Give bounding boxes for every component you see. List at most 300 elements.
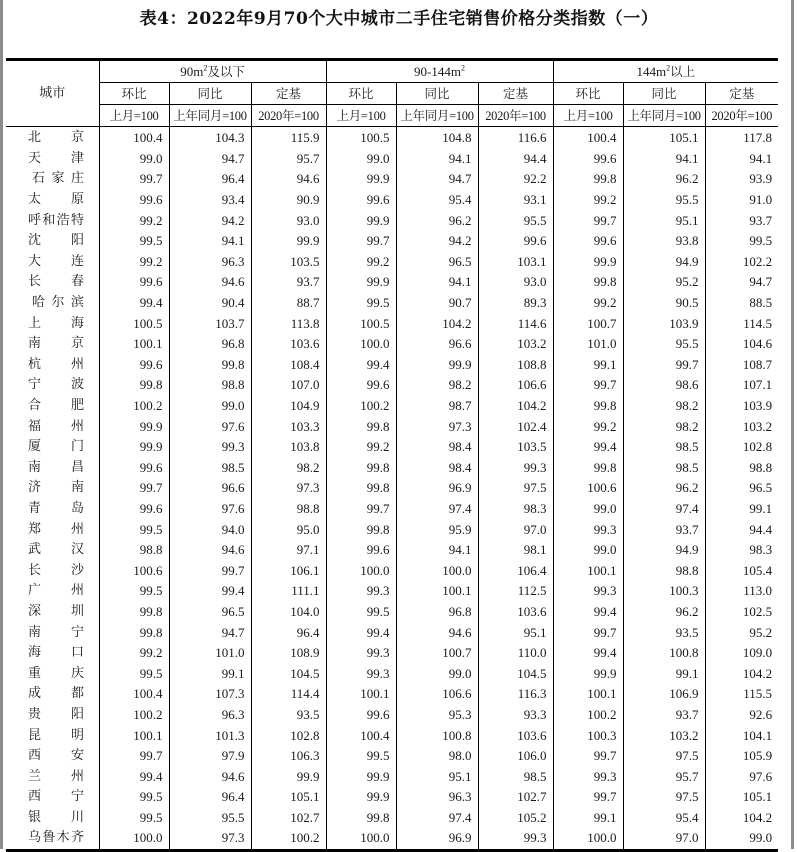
index-value-ring-90-144: 99.5 [326,602,396,623]
table-row [6,808,778,829]
city-char: 肥 [70,398,84,414]
index-value-fixed-base-90-144: 112.5 [478,581,553,602]
city-char: 鲁 [42,830,56,846]
index-value-yoy-under-90: 99.1 [169,663,251,684]
index-value-yoy-90-144: 94.7 [396,169,478,190]
city-name [6,622,99,643]
table-row [6,540,778,561]
city-char: 沙 [70,562,84,578]
index-value-fixed-base-90-144: 103.6 [478,725,553,746]
index-value-yoy-under-90: 93.4 [169,190,251,211]
index-value-yoy-90-144: 96.6 [396,334,478,355]
city-name [6,643,99,664]
city-char: 济 [28,480,42,496]
city-char: 原 [70,192,84,208]
index-value-yoy-90-144: 96.5 [396,252,478,273]
index-value-ring-90-144: 100.1 [326,684,396,705]
index-value-ring-90-144: 99.3 [326,663,396,684]
index-value-yoy-under-90: 96.3 [169,705,251,726]
index-value-fixed-base-under-90: 96.4 [251,622,326,643]
city-char: 圳 [70,603,84,619]
index-value-yoy-under-90: 94.0 [169,519,251,540]
header-row-bases [6,105,778,127]
table-row [6,499,778,520]
city-char: 阳 [70,706,84,722]
index-value-yoy-90-144: 96.3 [396,787,478,808]
table-row [6,355,778,376]
index-value-yoy-under-90: 97.9 [169,746,251,767]
index-value-yoy-over-144: 100.8 [623,643,705,664]
index-value-yoy-90-144: 95.9 [396,519,478,540]
index-value-fixed-base-under-90: 114.4 [251,684,326,705]
header-metric-ring-under-90: 环比 [99,83,169,105]
city-char: 贵 [28,706,42,722]
index-value-ring-90-144: 99.6 [326,190,396,211]
city-char: 兰 [28,768,42,784]
index-value-ring-under-90: 100.2 [99,705,169,726]
index-value-ring-90-144: 100.2 [326,396,396,417]
index-value-yoy-90-144: 98.2 [396,375,478,396]
index-value-fixed-base-under-90: 93.5 [251,705,326,726]
city-name [6,519,99,540]
index-value-fixed-base-under-90: 97.1 [251,540,326,561]
index-value-ring-over-144: 99.2 [553,190,623,211]
city-char: 南 [28,459,42,475]
index-value-fixed-base-under-90: 99.9 [251,766,326,787]
city-name [6,149,99,170]
index-value-ring-under-90: 99.6 [99,190,169,211]
index-value-fixed-base-under-90: 104.0 [251,602,326,623]
index-value-yoy-90-144: 97.4 [396,499,478,520]
index-value-yoy-under-90: 96.5 [169,602,251,623]
index-value-ring-over-144: 100.2 [553,705,623,726]
table-row [6,725,778,746]
index-value-yoy-over-144: 90.5 [623,293,705,314]
header-metric-yoy-over-144: 同比 [623,83,705,105]
city-char: 州 [70,418,84,434]
index-value-fixed-base-over-144: 102.2 [705,252,778,273]
index-value-ring-over-144: 100.1 [553,684,623,705]
table-row [6,396,778,417]
index-value-yoy-90-144: 106.6 [396,684,478,705]
city-char: 岛 [70,500,84,516]
index-value-ring-over-144: 100.7 [553,313,623,334]
city-char: 南 [70,480,84,496]
city-char: 汉 [70,542,84,558]
index-value-yoy-90-144: 98.4 [396,437,478,458]
index-value-fixed-base-over-144: 108.7 [705,355,778,376]
price-index-table [6,58,778,852]
index-value-ring-over-144: 99.8 [553,272,623,293]
index-value-yoy-over-144: 103.2 [623,725,705,746]
table-row [6,560,778,581]
index-value-ring-over-144: 99.7 [553,787,623,808]
city-char: 波 [70,377,84,393]
index-value-fixed-base-90-144: 110.0 [478,643,553,664]
city-char: 杭 [28,356,42,372]
index-value-ring-over-144: 99.8 [553,396,623,417]
city-char: 津 [70,150,84,166]
index-value-yoy-90-144: 100.8 [396,725,478,746]
table-row [6,334,778,355]
city-name [6,231,99,252]
index-value-ring-under-90: 99.2 [99,643,169,664]
index-value-ring-under-90: 99.4 [99,766,169,787]
index-value-yoy-90-144: 98.7 [396,396,478,417]
table-row [6,746,778,767]
index-value-fixed-base-under-90: 93.0 [251,210,326,231]
index-value-yoy-under-90: 96.3 [169,252,251,273]
table-row [6,375,778,396]
index-value-ring-under-90: 100.1 [99,334,169,355]
header-base-yoy-under-90: 上年同月=100 [169,105,251,127]
city-char: 西 [28,789,42,805]
index-value-yoy-over-144: 98.8 [623,560,705,581]
table-row [6,272,778,293]
index-value-yoy-over-144: 98.5 [623,437,705,458]
table-header [6,60,778,127]
index-value-yoy-over-144: 96.2 [623,602,705,623]
index-value-fixed-base-under-90: 102.7 [251,808,326,829]
index-value-yoy-90-144: 90.7 [396,293,478,314]
city-char: 上 [28,315,42,331]
city-char: 青 [28,500,42,516]
index-value-fixed-base-90-144: 103.2 [478,334,553,355]
city-name [6,272,99,293]
city-char: 郑 [28,521,42,537]
index-value-fixed-base-under-90: 100.2 [251,828,326,850]
city-char: 北 [28,130,42,146]
index-value-fixed-base-over-144: 104.2 [705,663,778,684]
index-value-fixed-base-90-144: 114.6 [478,313,553,334]
index-value-ring-90-144: 99.8 [326,416,396,437]
index-value-yoy-under-90: 99.3 [169,437,251,458]
index-value-fixed-base-over-144: 103.9 [705,396,778,417]
index-value-ring-under-90: 99.8 [99,622,169,643]
index-value-yoy-90-144: 96.9 [396,828,478,850]
index-value-fixed-base-90-144: 93.0 [478,272,553,293]
index-value-fixed-base-over-144: 93.7 [705,210,778,231]
index-value-fixed-base-90-144: 103.1 [478,252,553,273]
index-value-ring-under-90: 99.2 [99,252,169,273]
city-char: 春 [70,274,84,290]
city-char: 太 [28,192,42,208]
index-value-ring-over-144: 99.9 [553,252,623,273]
index-value-fixed-base-under-90: 113.8 [251,313,326,334]
index-value-ring-under-90: 100.2 [99,396,169,417]
index-value-yoy-under-90: 107.3 [169,684,251,705]
index-value-ring-under-90: 99.2 [99,210,169,231]
index-value-yoy-under-90: 94.2 [169,210,251,231]
index-value-ring-90-144: 99.8 [326,808,396,829]
table-row [6,210,778,231]
city-name [6,210,99,231]
header-group-over-144: $144m^2$以上 [553,60,778,83]
city-name [6,828,99,850]
table-row [6,787,778,808]
city-char: 宁 [70,624,84,640]
city-char: 天 [28,150,42,166]
city-char: 州 [70,521,84,537]
index-value-fixed-base-under-90: 102.8 [251,725,326,746]
index-value-yoy-90-144: 104.8 [396,127,478,149]
index-value-yoy-over-144: 97.4 [623,499,705,520]
index-value-fixed-base-90-144: 102.7 [478,787,553,808]
index-value-ring-under-90: 99.6 [99,499,169,520]
index-value-ring-under-90: 99.9 [99,437,169,458]
index-value-yoy-over-144: 95.5 [623,190,705,211]
index-value-fixed-base-over-144: 103.2 [705,416,778,437]
index-value-fixed-base-90-144: 99.6 [478,231,553,252]
index-value-ring-90-144: 99.5 [326,746,396,767]
header-base-fixed-base-under-90: 2020年=100 [251,105,326,127]
city-char: 齐 [70,830,84,846]
city-char: 京 [70,336,84,352]
table-row [6,127,778,149]
index-value-fixed-base-over-144: 102.5 [705,602,778,623]
index-value-yoy-under-90: 94.6 [169,540,251,561]
index-value-yoy-over-144: 97.0 [623,828,705,850]
index-value-yoy-over-144: 97.5 [623,787,705,808]
header-group-90-144: $90-144m^2$ [326,60,553,83]
index-value-fixed-base-over-144: 105.4 [705,560,778,581]
index-value-ring-under-90: 99.7 [99,478,169,499]
index-value-yoy-over-144: 94.9 [623,540,705,561]
index-value-ring-under-90: 99.0 [99,149,169,170]
index-value-ring-over-144: 100.4 [553,127,623,149]
index-value-ring-90-144: 100.0 [326,560,396,581]
index-value-fixed-base-90-144: 98.3 [478,499,553,520]
index-value-fixed-base-90-144: 94.4 [478,149,553,170]
table-row [6,622,778,643]
index-value-fixed-base-under-90: 106.3 [251,746,326,767]
table-row [6,643,778,664]
index-value-ring-90-144: 99.9 [326,210,396,231]
index-value-fixed-base-under-90: 108.9 [251,643,326,664]
city-name [6,190,99,211]
index-value-yoy-under-90: 101.0 [169,643,251,664]
table-row [6,416,778,437]
index-value-fixed-base-over-144: 96.5 [705,478,778,499]
index-value-ring-over-144: 99.8 [553,169,623,190]
city-name [6,293,99,314]
city-char: 州 [70,583,84,599]
header-metric-ring-over-144: 环比 [553,83,623,105]
index-value-fixed-base-over-144: 93.9 [705,169,778,190]
index-value-ring-90-144: 99.6 [326,540,396,561]
city-name [6,396,99,417]
index-value-yoy-90-144: 99.0 [396,663,478,684]
header-row-groups [6,60,778,83]
table-row [6,828,778,850]
index-value-fixed-base-90-144: 102.4 [478,416,553,437]
index-value-ring-over-144: 99.4 [553,643,623,664]
table-row [6,684,778,705]
city-name [6,560,99,581]
city-char: 沈 [28,233,42,249]
index-value-ring-over-144: 99.2 [553,416,623,437]
index-value-fixed-base-under-90: 103.6 [251,334,326,355]
index-value-yoy-under-90: 95.5 [169,808,251,829]
index-value-ring-under-90: 99.4 [99,293,169,314]
index-value-ring-under-90: 99.5 [99,581,169,602]
index-value-ring-under-90: 99.5 [99,808,169,829]
city-char: 庄 [70,171,84,187]
city-char: 重 [28,665,42,681]
city-char: 呼 [28,212,42,228]
index-value-fixed-base-90-144: 106.0 [478,746,553,767]
city-char: 都 [70,686,84,702]
index-value-ring-over-144: 99.0 [553,499,623,520]
city-char: 宁 [70,789,84,805]
table-row [6,437,778,458]
city-name [6,808,99,829]
header-city: 城市 [6,60,99,127]
index-value-ring-90-144: 99.3 [326,643,396,664]
index-value-fixed-base-under-90: 95.0 [251,519,326,540]
city-char: 浩 [56,212,70,228]
index-value-ring-over-144: 99.7 [553,210,623,231]
table-row [6,519,778,540]
index-value-fixed-base-90-144: 104.2 [478,396,553,417]
index-value-fixed-base-90-144: 93.1 [478,190,553,211]
index-value-ring-under-90: 100.4 [99,684,169,705]
index-value-fixed-base-under-90: 95.7 [251,149,326,170]
index-value-fixed-base-90-144: 93.3 [478,705,553,726]
city-char: 连 [70,253,84,269]
city-char: 成 [28,686,42,702]
index-value-yoy-90-144: 104.2 [396,313,478,334]
index-value-ring-over-144: 100.1 [553,560,623,581]
city-name [6,663,99,684]
index-value-fixed-base-under-90: 105.1 [251,787,326,808]
index-value-fixed-base-over-144: 113.0 [705,581,778,602]
city-char: 海 [28,645,42,661]
index-value-yoy-90-144: 95.1 [396,766,478,787]
header-base-yoy-90-144: 上年同月=100 [396,105,478,127]
city-name [6,334,99,355]
index-value-fixed-base-under-90: 108.4 [251,355,326,376]
index-value-ring-under-90: 99.7 [99,169,169,190]
index-value-yoy-over-144: 95.2 [623,272,705,293]
index-value-fixed-base-over-144: 109.0 [705,643,778,664]
header-metric-fixed-base-under-90: 定基 [251,83,326,105]
index-value-fixed-base-over-144: 99.0 [705,828,778,850]
index-value-ring-under-90: 100.6 [99,560,169,581]
index-value-fixed-base-under-90: 90.9 [251,190,326,211]
city-char: 广 [28,583,42,599]
city-name [6,602,99,623]
table-row [6,190,778,211]
index-value-ring-90-144: 99.8 [326,519,396,540]
header-metric-yoy-under-90: 同比 [169,83,251,105]
index-value-fixed-base-90-144: 97.5 [478,478,553,499]
index-value-yoy-90-144: 95.3 [396,705,478,726]
index-value-fixed-base-under-90: 104.9 [251,396,326,417]
index-value-yoy-90-144: 99.9 [396,355,478,376]
table-row [6,581,778,602]
index-value-ring-under-90: 99.5 [99,519,169,540]
index-value-yoy-over-144: 98.6 [623,375,705,396]
index-value-yoy-over-144: 99.1 [623,663,705,684]
index-value-fixed-base-90-144: 116.3 [478,684,553,705]
city-char: 长 [28,562,42,578]
city-char: 木 [56,830,70,846]
index-value-yoy-under-90: 96.6 [169,478,251,499]
header-base-fixed-base-over-144: 2020年=100 [705,105,778,127]
index-value-yoy-under-90: 97.6 [169,499,251,520]
index-value-yoy-under-90: 94.6 [169,766,251,787]
index-value-fixed-base-90-144: 98.5 [478,766,553,787]
index-value-fixed-base-over-144: 117.8 [705,127,778,149]
city-char: 州 [70,356,84,372]
city-char: 门 [70,439,84,455]
index-value-yoy-under-90: 99.8 [169,355,251,376]
table-row [6,663,778,684]
index-value-yoy-90-144: 94.1 [396,540,478,561]
index-value-ring-over-144: 99.6 [553,149,623,170]
table-row [6,478,778,499]
city-char: 京 [70,130,84,146]
index-value-yoy-over-144: 97.5 [623,746,705,767]
city-name [6,499,99,520]
index-value-yoy-over-144: 100.3 [623,581,705,602]
index-value-fixed-base-over-144: 94.7 [705,272,778,293]
table-row [6,169,778,190]
index-value-yoy-over-144: 95.5 [623,334,705,355]
index-value-yoy-under-90: 94.1 [169,231,251,252]
header-metric-fixed-base-over-144: 定基 [705,83,778,105]
index-value-fixed-base-over-144: 94.4 [705,519,778,540]
city-char: 海 [70,315,84,331]
index-value-fixed-base-over-144: 98.3 [705,540,778,561]
index-value-fixed-base-under-90: 97.3 [251,478,326,499]
index-value-yoy-90-144: 94.1 [396,149,478,170]
city-char: 福 [28,418,42,434]
index-value-ring-90-144: 99.8 [326,478,396,499]
city-char: 口 [70,645,84,661]
index-value-fixed-base-under-90: 104.5 [251,663,326,684]
index-value-ring-under-90: 99.6 [99,272,169,293]
city-char: 合 [28,398,42,414]
index-value-ring-under-90: 100.1 [99,725,169,746]
index-value-yoy-over-144: 105.1 [623,127,705,149]
index-value-fixed-base-over-144: 94.1 [705,149,778,170]
header-base-ring-over-144: 上月=100 [553,105,623,127]
index-value-ring-over-144: 99.6 [553,231,623,252]
index-value-fixed-base-90-144: 95.5 [478,210,553,231]
city-name [6,416,99,437]
index-value-ring-90-144: 100.5 [326,127,396,149]
index-value-yoy-over-144: 98.5 [623,458,705,479]
index-value-yoy-over-144: 98.2 [623,416,705,437]
index-value-ring-under-90: 100.0 [99,828,169,850]
index-value-yoy-over-144: 93.8 [623,231,705,252]
city-name [6,725,99,746]
index-value-fixed-base-under-90: 115.9 [251,127,326,149]
index-value-ring-90-144: 100.0 [326,828,396,850]
index-value-yoy-over-144: 96.2 [623,169,705,190]
city-name [6,169,99,190]
index-value-fixed-base-over-144: 97.6 [705,766,778,787]
index-value-ring-90-144: 99.2 [326,252,396,273]
index-value-fixed-base-90-144: 97.0 [478,519,553,540]
index-value-yoy-90-144: 94.6 [396,622,478,643]
index-value-ring-90-144: 99.0 [326,149,396,170]
index-value-yoy-90-144: 98.0 [396,746,478,767]
index-value-fixed-base-under-90: 106.1 [251,560,326,581]
index-value-fixed-base-over-144: 99.5 [705,231,778,252]
